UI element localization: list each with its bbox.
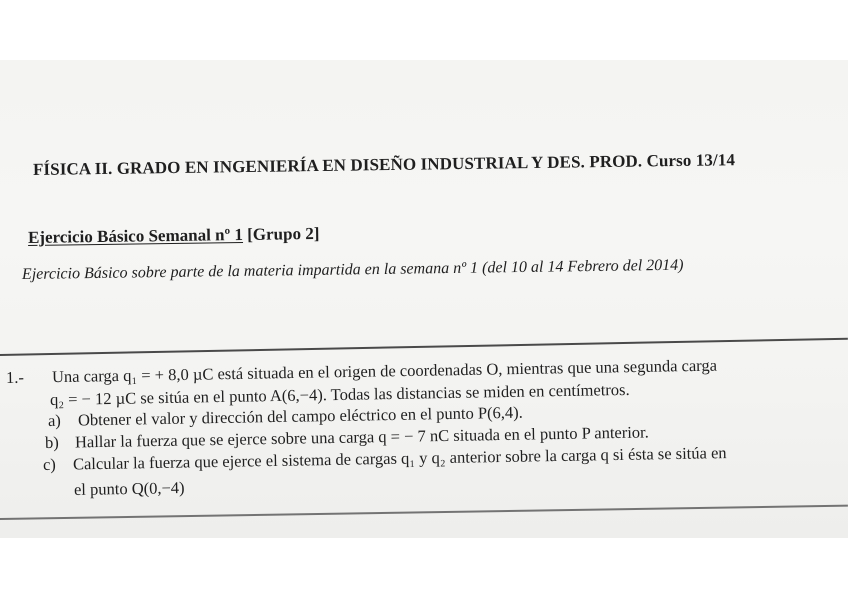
problem-statement-line-2: q₂ = − 12 µC se sitúa en el punto A(6,−4). Todas las distancias se miden en centímetros. — [49, 379, 630, 409]
exam-sheet — [0, 60, 848, 538]
exercise-description: Ejercicio Básico sobre parte de la materia impartida en la semana nº 1 (del 10 al 14 Febrero del 2014) — [21, 256, 684, 283]
exercise-heading-group: [Grupo 2] — [242, 223, 320, 244]
separator-line — [0, 338, 848, 356]
exercise-heading-underlined: Ejercicio Básico Semanal nº 1 — [27, 224, 244, 247]
course-title: FÍSICA II. GRADO EN INGENIERÍA EN DISEÑO INDUSTRIAL Y DES. PROD. Curso 13/14 — [32, 150, 736, 179]
problem-part-c-continuation: el punto Q(0,−4) — [73, 478, 185, 499]
problem-text-1: Una carga q₁ = + 8,0 µC está situada en el origen de coordenadas O, mientras que una segunda carga — [51, 355, 718, 387]
part-b-label: b) — [44, 432, 59, 452]
problem-number: 1.- — [5, 367, 25, 387]
bottom-separator-line — [0, 505, 848, 520]
part-b-text: Hallar la fuerza que se ejerce sobre una carga q = − 7 nC situada en el punto P anterior. — [74, 422, 649, 452]
part-c-text: Calcular la fuerza que ejerce el sistema de cargas q₁ y q₂ anterior sobre la carga q si ésta se sitúa en — [72, 443, 727, 474]
part-a-text: Obtener el valor y dirección del campo eléctrico en el punto P(6,4). — [77, 402, 523, 430]
exercise-heading — [28, 224, 320, 248]
part-c-label: c) — [42, 454, 56, 474]
part-a-label: a) — [47, 410, 61, 430]
